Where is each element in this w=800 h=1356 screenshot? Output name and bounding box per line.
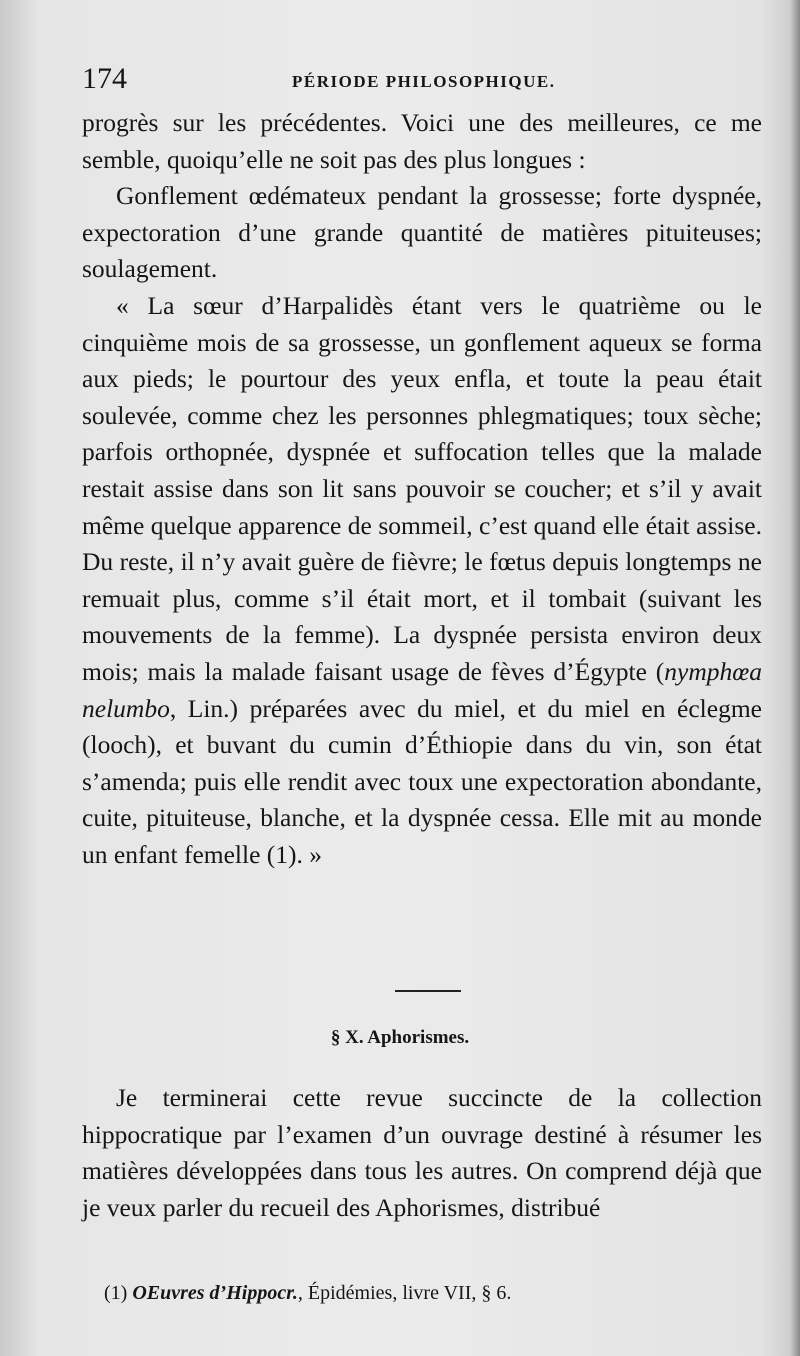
main-text	[82, 105, 762, 873]
footnote-reference: , Épidémies, livre VII, § 6.	[297, 1282, 512, 1304]
paragraph-3: « La sœur d’Harpalidès étant vers le quatrième ou le cinquième mois de sa grossesse, un gonflement aqueux se forma aux pieds; le pourtour des yeux enfla, et toute la peau était soulevée, comme chez les personnes phlegmatiques; toux sèche; parfois orthopnée, dyspnée et suffocation telles que la malade restait assise dans son lit sans pouvoir se coucher; et s’il y avait même quelque apparence de sommeil, c’est quand elle était assise. Du reste, il n’y avait guère de fièvre; le fœtus depuis longtemps ne remuait plus, comme s’il était mort, et il tombait (suivant les mouvements de la femme). La dyspnée persista environ deux mois; mais la malade faisant usage de fèves d’Égypte (nymphœa nelumbo, Lin.) préparées avec du miel, et du miel en éclegme (looch), et buvant du cumin d’Éthiopie dans du vin, son état s’amenda; puis elle rendit avec toux une expectoration abondante, cuite, pituiteuse, blanche, et la dyspnée cessa. Elle mit au monde un enfant femelle (1). »	[82, 290, 762, 869]
paragraph-3-part-1: « La sœur d’Harpalidès étant vers le quatrième ou le cinquième mois de sa grossesse, un gonflement aqueux se forma aux pieds; le pourtour des yeux enfla, et toute la peau était soulevée, comme chez les personnes phlegmatiques; toux sèche; parfois orthopnée, dyspnée et suffocation telles que la malade restait assise dans son lit sans pouvoir se coucher; et s’il y avait même quelque apparence de sommeil, c’est quand elle était assise. Du reste, il n’y avait guère de fièvre; le fœtus depuis longtemps ne remuait plus, comme s’il était mort, et il tombait (suivant les mouvements de la femme). La dyspnée persista environ deux mois; mais la malade faisant usage de fèves d’Égypte	[82, 290, 762, 686]
section-separator	[395, 990, 461, 992]
footnote-marker: (1)	[104, 1282, 128, 1304]
section-text	[82, 1080, 762, 1226]
running-title: PÉRIODE PHILOSOPHIQUE.	[292, 72, 556, 91]
paragraph-4: Je terminerai cette revue succincte de la collection hippocratique par l’examen d’un ouvrage destiné à résumer les matières développées dans tous les autres. On comprend déjà que je veux parler du recueil des Aphorismes, distribué	[82, 1083, 762, 1222]
paragraph-2: Gonflement œdémateux pendant la grossesse; forte dyspnée, expectoration d’une grande quantité de matières pituiteuses; soulagement.	[82, 181, 762, 284]
page-header	[82, 62, 760, 102]
section-heading: § X. Aphorismes.	[330, 1027, 470, 1048]
botanical-name: nymphœa nelumbo	[82, 656, 762, 723]
paragraph-1: progrès sur les précédentes. Voici une des meilleures, ce me semble, quoiqu’elle ne soit pas des plus longues :	[82, 108, 762, 174]
footnote	[104, 1280, 744, 1306]
paragraph-3-part-2: , Lin.) préparées avec du miel, et du miel en éclegme (looch), et buvant du cumin d’Éthiopie dans du vin, son état s’amenda; puis elle rendit avec toux une expectoration abondante, cuite, pituiteuse, blanche, et la dyspnée cessa. Elle mit au monde un enfant femelle (1). »	[82, 693, 762, 869]
footnote-work-title: OEuvres d’Hippocr.	[132, 1282, 298, 1304]
page-number: 174	[82, 62, 127, 95]
